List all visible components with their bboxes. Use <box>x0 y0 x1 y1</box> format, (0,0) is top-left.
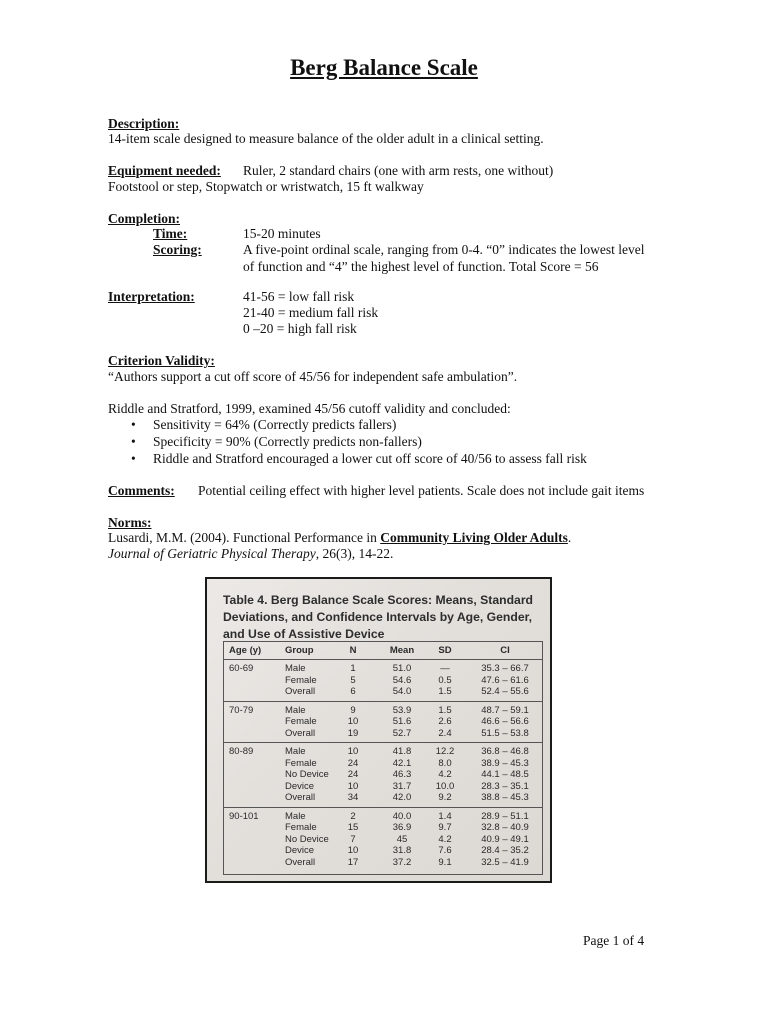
table-cell-ci: 47.6 – 61.6 <box>481 674 529 686</box>
table-title: Table 4. Berg Balance Scale Scores: Means, Standard Deviations, and Confidence Intervals by Age, Gender, and Use of Assistive Device <box>223 593 534 641</box>
table-cell-n: 5 <box>350 674 356 686</box>
age-group-label: 80-89 <box>229 746 254 757</box>
table-cell-n: 10 <box>347 716 359 727</box>
table-cell-ci: 36.8 – 46.8 <box>481 746 529 757</box>
table-cell-ci: 44.1 – 48.5 <box>481 769 529 780</box>
age-group-label: 90-101 <box>229 810 259 822</box>
table-cell-ci: 46.6 – 56.6 <box>481 716 529 727</box>
interpretation-line: 21-40 = medium fall risk <box>243 305 379 320</box>
table-cell-n: 6 <box>350 686 356 697</box>
bullet-icon: • <box>131 434 136 449</box>
table-cell-group: Female <box>285 757 317 769</box>
table-cell-group: Overall <box>285 686 316 697</box>
table-cell-sd: 1.5 <box>438 686 452 697</box>
page-number: Page 1 of 4 <box>583 933 645 948</box>
header-age: Age (y) <box>229 645 262 656</box>
list-item: • Riddle and Stratford encouraged a lower cut off score of 40/56 to assess fall risk <box>131 451 587 466</box>
table-cell-group: Female <box>285 674 317 686</box>
header-sd: SD <box>438 645 452 656</box>
table-cell-sd: — <box>440 663 450 674</box>
scoring-line-1: A five-point ordinal scale, ranging from 0-4. “0” indicates the lowest level <box>243 242 645 257</box>
scoring-line-2: of function and “4” the highest level of function. Total Score = 56 <box>243 259 599 274</box>
table-cell-group: No Device <box>285 769 329 780</box>
description-text: 14-item scale designed to measure balance of the older adult in a clinical setting. <box>108 131 544 146</box>
time-label: Time: <box>153 226 188 241</box>
list-item: • Specificity = 90% (Correctly predicts non-fallers) <box>131 434 422 449</box>
table-cell-group: Overall <box>285 856 316 868</box>
table-cell-mean: 54.0 <box>392 686 412 697</box>
header-n: N <box>349 645 357 656</box>
table-cell-ci: 38.9 – 45.3 <box>481 757 529 769</box>
table-cell-ci: 38.8 – 45.3 <box>481 792 529 803</box>
group-divider <box>224 701 542 702</box>
interpretation-heading: Interpretation: <box>108 289 195 304</box>
interpretation-line: 41-56 = low fall risk <box>243 289 355 304</box>
table-cell-group: Male <box>285 704 306 716</box>
bullet-icon: • <box>131 417 136 432</box>
table-cell-mean: 45 <box>396 833 408 845</box>
page-title: Berg Balance Scale <box>290 55 478 80</box>
table-cell-group: Overall <box>285 727 316 739</box>
norms-journal: Journal of Geriatric Physical Therapy, 26(3), 14-22. <box>108 546 394 561</box>
table-cell-n: 15 <box>347 822 359 833</box>
table-cell-sd: 9.2 <box>438 792 452 803</box>
time-value: 15-20 minutes <box>243 226 321 241</box>
table-cell-mean: 51.6 <box>392 716 412 727</box>
completion-heading: Completion: <box>108 211 180 226</box>
header-ci: CI <box>500 645 510 656</box>
age-group-label: 70-79 <box>229 704 254 716</box>
table-cell-sd: 7.6 <box>438 845 452 856</box>
group-divider <box>224 742 542 743</box>
table-cell-mean: 36.9 <box>392 822 412 833</box>
table-cell-sd: 1.5 <box>438 704 452 716</box>
bullet-icon: • <box>131 451 136 466</box>
table-cell-ci: 28.9 – 51.1 <box>481 810 529 822</box>
table-cell-sd: 1.4 <box>438 810 452 822</box>
header-group: Group <box>285 645 314 656</box>
table-cell-group: Overall <box>285 792 316 803</box>
table-header-row <box>224 642 542 660</box>
scoring-label: Scoring: <box>153 242 202 257</box>
group-divider <box>224 807 542 808</box>
norms-heading: Norms: <box>108 515 152 530</box>
table-cell-sd: 9.1 <box>438 856 452 868</box>
table-cell-mean: 42.0 <box>392 792 412 803</box>
table-cell-n: 2 <box>350 810 356 822</box>
table-cell-group: Female <box>285 822 317 833</box>
table-cell-mean: 41.8 <box>392 746 412 757</box>
table-cell-sd: 2.4 <box>438 727 452 739</box>
equipment-line-2: Footstool or step, Stopwatch or wristwatch, 15 ft walkway <box>108 179 424 194</box>
table-cell-sd: 8.0 <box>438 757 452 769</box>
table-cell-ci: 52.4 – 55.6 <box>481 686 529 697</box>
table-cell-n: 10 <box>347 780 359 792</box>
table-cell-ci: 51.5 – 53.8 <box>481 727 529 739</box>
table-cell-mean: 46.3 <box>392 769 412 780</box>
interpretation-line: 0 –20 = high fall risk <box>243 321 357 336</box>
table-cell-n: 10 <box>347 746 359 757</box>
table-cell-sd: 0.5 <box>438 674 452 686</box>
table-cell-n: 24 <box>347 757 359 769</box>
table-cell-n: 7 <box>350 833 356 845</box>
table-cell-mean: 52.7 <box>392 727 412 739</box>
list-item: • Sensitivity = 64% (Correctly predicts fallers) <box>131 417 397 432</box>
description-heading: Description: <box>108 116 180 131</box>
table-cell-sd: 4.2 <box>438 833 452 845</box>
table-cell-mean: 54.6 <box>392 674 412 686</box>
comments-text: Potential ceiling effect with higher level patients. Scale does not include gait items <box>198 483 645 498</box>
table-cell-mean: 37.2 <box>392 856 412 868</box>
table-cell-group: No Device <box>285 833 329 845</box>
table-cell-n: 24 <box>347 769 359 780</box>
table-cell-n: 34 <box>347 792 359 803</box>
norms-citation: Lusardi, M.M. (2004). Functional Performance in Community Living Older Adults. <box>108 530 572 545</box>
table-cell-ci: 28.3 – 35.1 <box>481 780 529 792</box>
table-cell-n: 1 <box>350 663 356 674</box>
table-cell-ci: 35.3 – 66.7 <box>481 663 529 674</box>
comments-heading: Comments: <box>108 483 175 498</box>
table-cell-mean: 40.0 <box>392 810 412 822</box>
table-cell-group: Male <box>285 810 306 822</box>
table-cell-sd: 10.0 <box>435 780 455 792</box>
criterion-intro: Riddle and Stratford, 1999, examined 45/56 cutoff validity and concluded: <box>108 401 511 416</box>
table-cell-n: 10 <box>347 845 359 856</box>
table-cell-group: Device <box>285 780 315 792</box>
table-cell-group: Device <box>285 845 315 856</box>
equipment-line-1: Ruler, 2 standard chairs (one with arm rests, one without) <box>243 163 554 178</box>
equipment-heading: Equipment needed: <box>108 163 221 178</box>
criterion-quote: “Authors support a cut off score of 45/56 for independent safe ambulation”. <box>108 369 518 384</box>
table-cell-group: Male <box>285 663 306 674</box>
table-cell-ci: 28.4 – 35.2 <box>481 845 529 856</box>
table-cell-mean: 51.0 <box>392 663 412 674</box>
table-cell-ci: 32.5 – 41.9 <box>481 856 529 868</box>
table-cell-n: 17 <box>347 856 359 868</box>
header-mean: Mean <box>389 645 415 656</box>
table-cell-mean: 53.9 <box>392 704 412 716</box>
table-cell-mean: 31.8 <box>392 845 412 856</box>
table-cell-mean: 31.7 <box>392 780 412 792</box>
table-cell-sd: 9.7 <box>438 822 452 833</box>
norms-table <box>223 641 543 875</box>
table-cell-group: Female <box>285 716 317 727</box>
table-cell-ci: 40.9 – 49.1 <box>481 833 529 845</box>
table-cell-n: 19 <box>347 727 359 739</box>
table-cell-ci: 48.7 – 59.1 <box>481 704 529 716</box>
criterion-heading: Criterion Validity: <box>108 353 215 368</box>
table-cell-ci: 32.8 – 40.9 <box>481 822 529 833</box>
table-cell-sd: 4.2 <box>438 769 452 780</box>
age-group-label: 60-69 <box>229 663 254 674</box>
table-cell-n: 9 <box>350 704 356 716</box>
table-cell-sd: 2.6 <box>438 716 452 727</box>
table-cell-group: Male <box>285 746 306 757</box>
table-cell-sd: 12.2 <box>435 746 455 757</box>
table-cell-mean: 42.1 <box>392 757 412 769</box>
norms-table-image <box>205 577 552 883</box>
